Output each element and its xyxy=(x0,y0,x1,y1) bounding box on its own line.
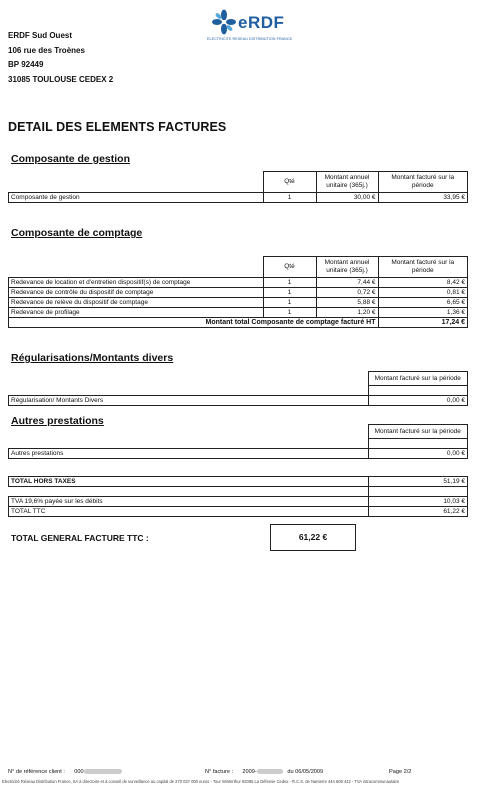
row-qte: 1 xyxy=(263,193,316,203)
footer-ref xyxy=(8,769,122,775)
col-header-qte: Qté xyxy=(263,172,316,193)
row-label: Redevance de relève du dispositif de comptage xyxy=(9,298,264,308)
row-periode: 6,65 € xyxy=(378,298,468,308)
row-montant: 1,20 € xyxy=(316,308,378,318)
row-value: 0,00 € xyxy=(368,396,468,406)
erdf-logo xyxy=(207,9,302,49)
totals-table xyxy=(8,476,468,517)
redacted-mark xyxy=(257,769,283,774)
address-line: BP 92449 xyxy=(8,60,44,69)
row-periode: 33,95 € xyxy=(378,193,468,203)
page-number: Page 2/2 xyxy=(389,769,412,775)
facture-label: N° facture : xyxy=(205,769,234,775)
row-value: 0,00 € xyxy=(368,449,468,459)
table-row xyxy=(9,477,468,487)
erdf-flower-icon xyxy=(212,9,236,35)
total-label: Montant total Composante de comptage facturé HT xyxy=(9,318,379,328)
row-qte: 1 xyxy=(263,308,316,318)
total-general-label: TOTAL GENERAL FACTURE TTC : xyxy=(11,533,149,543)
legal-notice: Electricité Réseau Distribution France, SA à directoire et à conseil de surveillance au capital de 270 037 000 euros - Tour Winterthur 92085 La Défense Cedex - R.C.S. de Nanterre 444 608 442 - TVA intracommunautaire xyxy=(2,779,400,784)
facture-date: du 06/05/2009 xyxy=(287,769,324,775)
section-title-gestion: Composante de gestion xyxy=(11,153,131,165)
row-montant: 5,88 € xyxy=(316,298,378,308)
table-row xyxy=(9,278,468,288)
section-title-comptage: Composante de comptage xyxy=(11,227,143,239)
row-montant: 7,44 € xyxy=(316,278,378,288)
total-value: 17,24 € xyxy=(378,318,468,328)
total-general-value: 61,22 € xyxy=(270,524,356,551)
row-label: Redevance de location et d'entretien dispositif(s) de comptage xyxy=(9,278,264,288)
col-header-montant: Montant annuel unitaire (365j.) xyxy=(316,172,378,193)
redacted-mark xyxy=(84,769,122,774)
ttc-value: 61,22 € xyxy=(369,507,468,517)
row-label: Régularisation/ Montants Divers xyxy=(9,396,369,406)
gestion-table xyxy=(8,171,468,203)
table-row xyxy=(9,193,468,203)
comptage-table xyxy=(8,256,468,328)
col-header-periode: Montant facturé sur la période xyxy=(368,372,468,386)
logo-name: eRDF xyxy=(238,13,285,32)
logo-tagline: ELECTRICITE RESEAU DISTRIBUTION FRANCE xyxy=(207,37,293,41)
address-line: 106 rue des Troènes xyxy=(8,45,85,55)
tva-value: 10,03 € xyxy=(369,497,468,507)
col-header-periode: Montant facturé sur la période xyxy=(378,257,468,278)
table-row xyxy=(9,288,468,298)
row-qte: 1 xyxy=(263,278,316,288)
table-row xyxy=(9,507,468,517)
col-header-qte: Qté xyxy=(263,257,316,278)
col-header-montant: Montant annuel unitaire (365j.) xyxy=(316,257,378,278)
row-periode: 0,81 € xyxy=(378,288,468,298)
ttc-label: TOTAL TTC xyxy=(9,507,369,517)
table-row xyxy=(9,497,468,507)
autres-table xyxy=(8,424,468,459)
page-title: DETAIL DES ELEMENTS FACTURES xyxy=(8,120,227,134)
regul-table xyxy=(8,371,468,406)
row-montant: 0,72 € xyxy=(316,288,378,298)
col-header-periode: Montant facturé sur la période xyxy=(368,425,468,439)
row-periode: 8,42 € xyxy=(378,278,468,288)
row-qte: 1 xyxy=(263,288,316,298)
address-line: 31085 TOULOUSE CEDEX 2 xyxy=(8,74,114,84)
sender-address xyxy=(8,29,113,87)
section-title-autres: Autres prestations xyxy=(11,415,104,427)
address-line: ERDF Sud Ouest xyxy=(8,31,73,40)
col-header-periode: Montant facturé sur la période xyxy=(378,172,468,193)
ref-label: N° de référence client : xyxy=(8,769,65,775)
row-label: Autres prestations xyxy=(9,449,369,459)
footer-facture xyxy=(205,769,323,775)
section-title-regul: Régularisations/Montants divers xyxy=(11,352,174,364)
ref-prefix: 000 xyxy=(74,769,84,775)
table-row xyxy=(9,449,468,459)
facture-prefix: 2009- xyxy=(242,769,257,775)
row-qte: 1 xyxy=(263,298,316,308)
table-row xyxy=(9,298,468,308)
table-row xyxy=(9,396,468,406)
row-periode: 1,36 € xyxy=(378,308,468,318)
row-label: Redevance de profilage xyxy=(9,308,264,318)
tva-label: TVA 19,6% payée sur les débits xyxy=(9,497,369,507)
row-montant: 30,00 € xyxy=(316,193,378,203)
row-label: Composante de gestion xyxy=(9,193,264,203)
table-total-row xyxy=(9,318,468,328)
total-ht-value: 51,19 € xyxy=(369,477,468,487)
row-label: Redevance de contrôle du dispositif de comptage xyxy=(9,288,264,298)
total-ht-label: TOTAL HORS TAXES xyxy=(9,477,369,487)
table-row xyxy=(9,308,468,318)
